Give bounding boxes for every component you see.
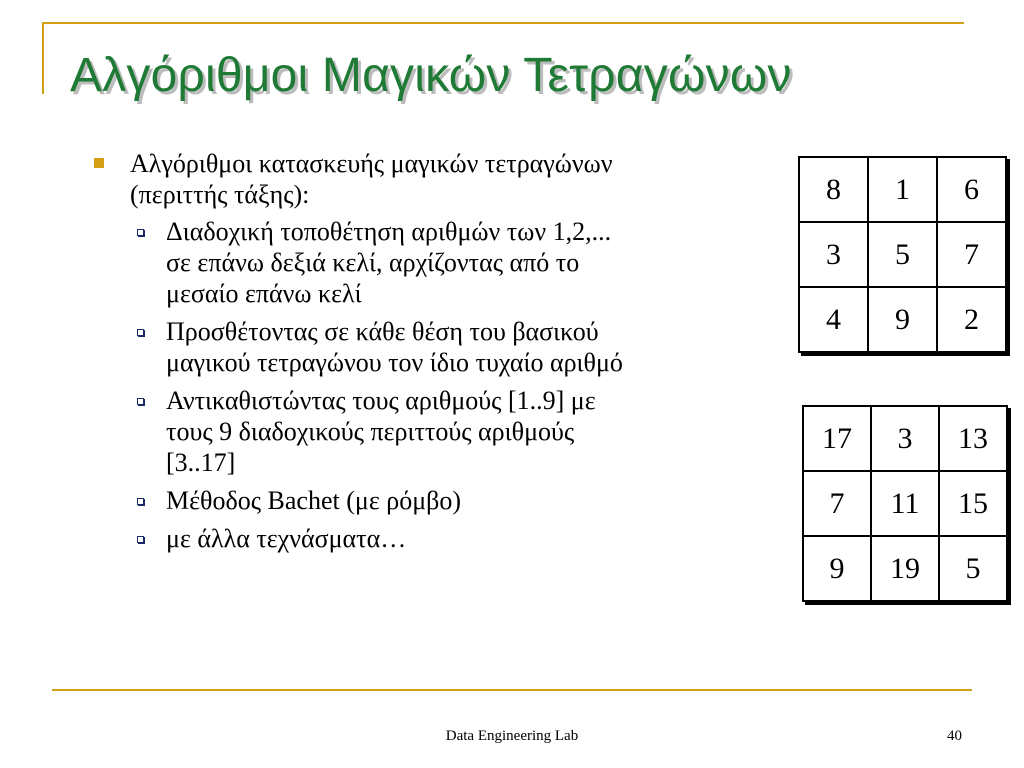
main-bullet-line: Αλγόριθμοι κατασκευής μαγικών τετραγώνων bbox=[130, 149, 613, 178]
checkbox-bullet-icon bbox=[137, 398, 144, 405]
magic-square-cell: 17 bbox=[803, 406, 871, 471]
slide-content bbox=[92, 148, 782, 561]
magic-square-row bbox=[799, 222, 1006, 287]
checkbox-bullet-icon bbox=[137, 229, 144, 236]
magic-square-cell: 5 bbox=[939, 536, 1007, 601]
sub-bullet-line: τους 9 διαδοχικούς περιττούς αριθμούς bbox=[166, 417, 575, 446]
magic-square-row bbox=[803, 471, 1007, 536]
magic-square-cell: 15 bbox=[939, 471, 1007, 536]
magic-square-cell: 8 bbox=[799, 157, 868, 222]
sub-bullet-line: μεσαίο επάνω κελί bbox=[166, 279, 362, 308]
footer-text: Data Engineering Lab bbox=[445, 728, 579, 744]
magic-square-cell: 1 bbox=[868, 157, 937, 222]
sub-bullet-line: Προσθέτοντας σε κάθε θέση του βασικού bbox=[166, 317, 599, 346]
magic-square-cell: 3 bbox=[871, 406, 939, 471]
magic-square-odd-numbers bbox=[802, 405, 1008, 602]
sub-bullet-line: Διαδοχική τοποθέτηση αριθμών των 1,2,... bbox=[166, 217, 612, 246]
sub-bullet-line: Μέθοδος Bachet (με ρόμβο) bbox=[166, 486, 462, 515]
sub-bullet-bachet-method bbox=[92, 485, 782, 516]
checkbox-bullet-icon bbox=[137, 536, 144, 543]
checkbox-bullet-icon bbox=[137, 498, 144, 505]
magic-square-cell: 5 bbox=[868, 222, 937, 287]
footer-divider bbox=[52, 689, 972, 691]
magic-square-row bbox=[803, 536, 1007, 601]
sub-bullet-line: Αντικαθιστώντας τους αριθμούς [1..9] με bbox=[166, 386, 596, 415]
magic-square-cell: 2 bbox=[937, 287, 1006, 352]
magic-square-row bbox=[799, 287, 1006, 352]
magic-square-cell: 19 bbox=[871, 536, 939, 601]
sub-bullet-line: με άλλα τεχνάσματα… bbox=[166, 524, 407, 553]
left-frame-line bbox=[42, 22, 44, 94]
main-bullet bbox=[92, 148, 782, 210]
magic-square-cell: 9 bbox=[868, 287, 937, 352]
magic-square-cell: 9 bbox=[803, 536, 871, 601]
magic-square-basic bbox=[798, 156, 1007, 353]
page-number: 40 bbox=[947, 728, 962, 744]
checkbox-bullet-icon bbox=[137, 329, 144, 336]
sub-bullet-add-random-number bbox=[92, 316, 782, 378]
magic-square-cell: 4 bbox=[799, 287, 868, 352]
magic-square-cell: 13 bbox=[939, 406, 1007, 471]
magic-square-cell: 11 bbox=[871, 471, 939, 536]
sub-bullet-line: [3..17] bbox=[166, 448, 236, 477]
sub-bullet-line: μαγικού τετραγώνου τον ίδιο τυχαίο αριθμό bbox=[166, 348, 623, 377]
sub-bullet-sequential-placement bbox=[92, 216, 782, 309]
magic-square-cell: 7 bbox=[937, 222, 1006, 287]
magic-square-cell: 3 bbox=[799, 222, 868, 287]
magic-square-row bbox=[803, 406, 1007, 471]
square-bullet-icon bbox=[94, 158, 104, 168]
slide-title: Αλγόριθμοι Μαγικών Τετραγώνων bbox=[70, 49, 792, 102]
magic-square-cell: 6 bbox=[937, 157, 1006, 222]
magic-square-row bbox=[799, 157, 1006, 222]
sub-bullet-line: σε επάνω δεξιά κελί, αρχίζοντας από το bbox=[166, 248, 580, 277]
top-frame-line bbox=[42, 22, 964, 24]
sub-bullet-replace-with-odd-numbers bbox=[92, 385, 782, 478]
main-bullet-line: (περιττής τάξης): bbox=[130, 180, 310, 209]
magic-square-cell: 7 bbox=[803, 471, 871, 536]
sub-bullet-other-tricks bbox=[92, 523, 782, 554]
